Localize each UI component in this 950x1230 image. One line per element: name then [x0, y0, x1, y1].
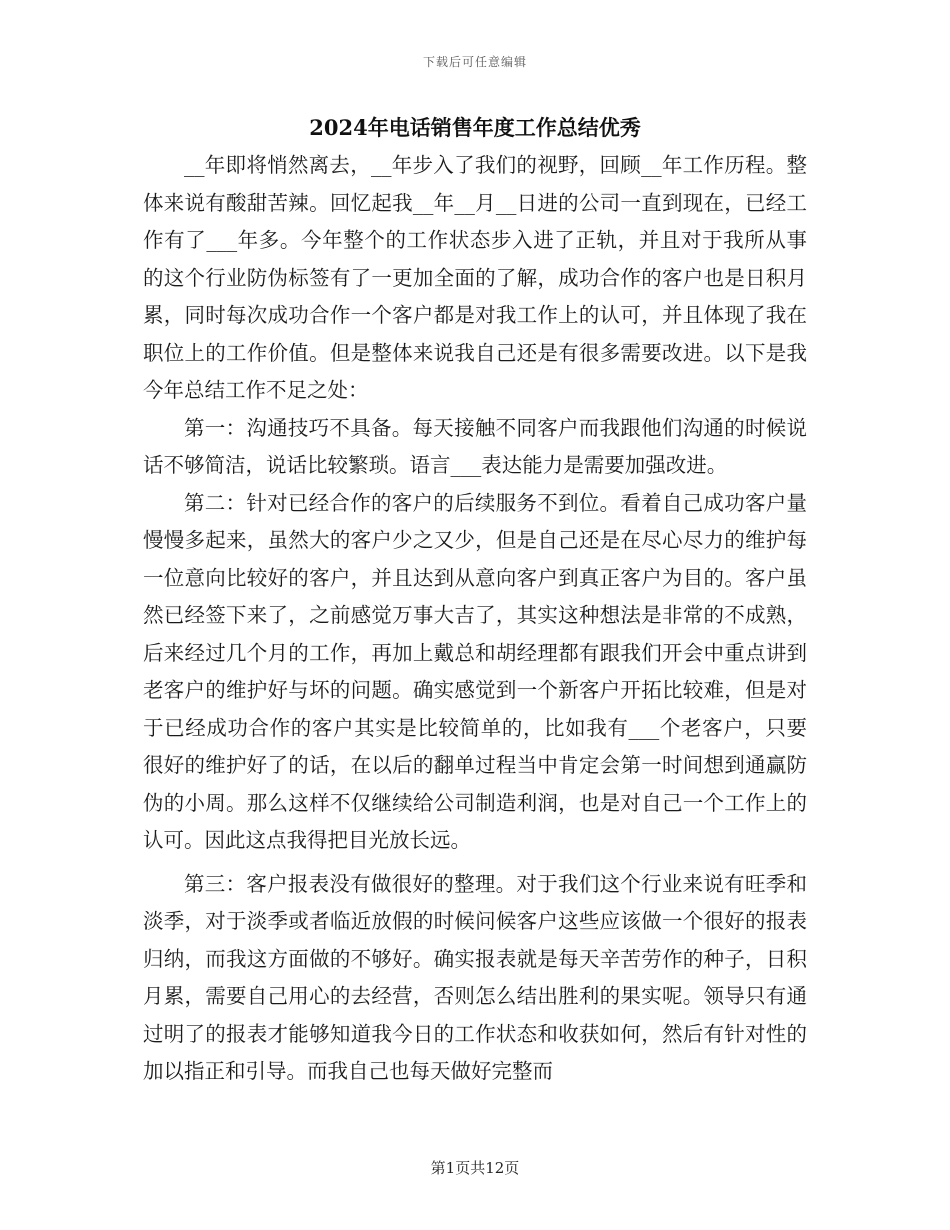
paragraph-point-2: 第二：针对已经合作的客户的后续服务不到位。看着自己成功客户量慢慢多起来，虽然大的客户少之又少，但是自己还是在尽心尽力的维护每一位意向比较好的客户，并且达到从意向客户到真正客户为目的。客户虽然已经签下来了，之前感觉万事大吉了，其实这种想法是非常的不成熟，后来经过几个月的工作，再加上戴总和胡经理都有跟我们开会中重点讲到老客户的维护好与坏的问题。确实感觉到一个新客户开拓比较难，但是对于已经成功合作的客户其实是比较简单的，比如我有___个老客户，只要很好的维护好了的话，在以后的翻单过程当中肯定会第一时间想到通赢防伪的小周。那么这样不仅继续给公司制造利润，也是对自己一个工作上的认可。因此这点我得把目光放长远。	[143, 490, 807, 852]
paragraph-point-3: 第三：客户报表没有做很好的整理。对于我们这个行业来说有旺季和淡季，对于淡季或者临近放假的时候问候客户这些应该做一个很好的报表归纳，而我这方面做的不够好。确实报表就是每天辛苦劳作的种子，日积月累，需要自己用心的去经营，否则怎么结出胜利的果实呢。领导只有通过明了的报表才能够知道我今日的工作状态和收获如何，然后有针对性的加以指正和引导。而我自己也每天做好完整而	[143, 871, 807, 1083]
paragraph-intro: __年即将悄然离去，__年步入了我们的视野，回顾__年工作历程。整体来说有酸甜苦辣。回忆起我__年__月__日进的公司一直到现在，已经工作有了___年多。今年整个的工作状态步入进了正轨，并且对于我所从事的这个行业防伪标签有了一更加全面的了解，成功合作的客户也是日积月累，同时每次成功合作一个客户都是对我工作上的认可，并且体现了我在职位上的工作价值。但是整体来说我自己还是有很多需要改进。以下是我今年总结工作不足之处：	[143, 153, 807, 402]
document-body	[143, 147, 807, 1091]
paragraph-point-1: 第一：沟通技巧不具备。每天接触不同客户而我跟他们沟通的时候说话不够简洁，说话比较繁琐。语言___表达能力是需要加强改进。	[143, 415, 807, 477]
page-footer: 第1页共12页	[430, 1159, 520, 1177]
header-note: 下载后可任意编辑	[422, 55, 527, 69]
document-title: 2024年电话销售年度工作总结优秀	[309, 115, 641, 140]
